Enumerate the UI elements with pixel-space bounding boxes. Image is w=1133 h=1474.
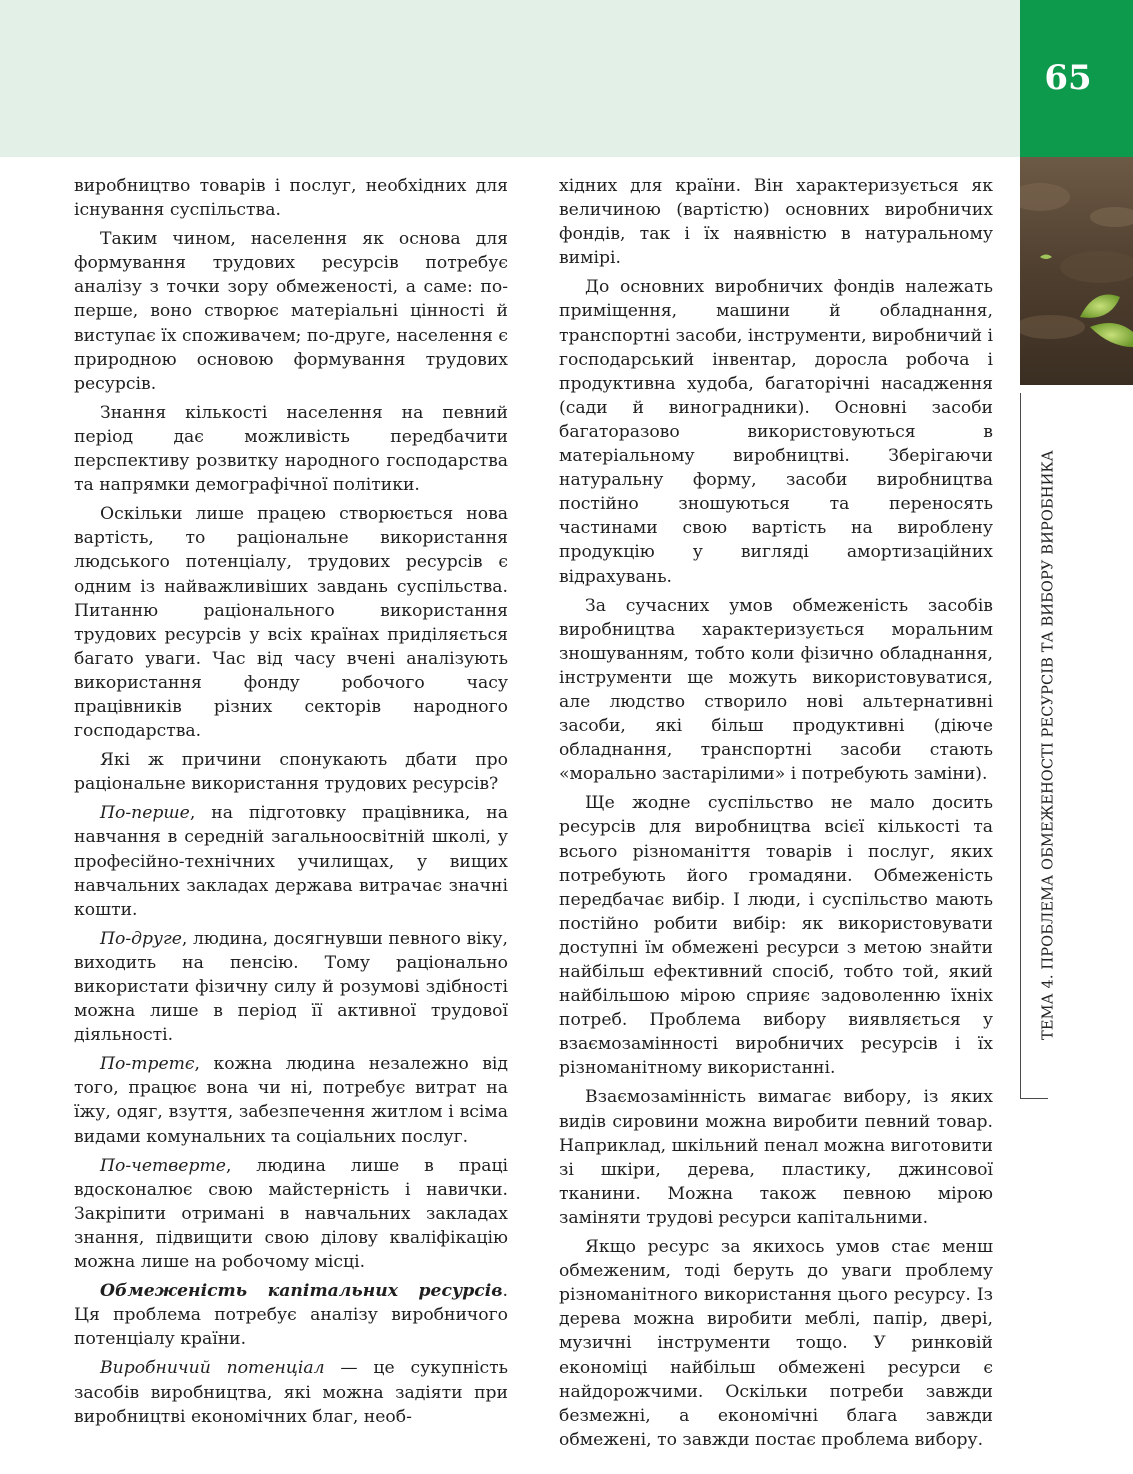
bold-term: Обмеженість капітальних ресурсів bbox=[100, 1281, 503, 1302]
paragraph: Ще жодне суспільство не мало досить ресурсів для виробництва всієї кількості та всього різноманіття товарів і послуг, яких потребують його громадяни. Обмеженість передбачає вибір. І люди, і суспільство мають постійно робити вибір: як використовувати доступні їм обмежені ресурси з метою знайти найбільш ефективний спосіб, тобто той, який найбільшою мірою сприяє задоволенню їхніх потреб. Проблема вибору виявляється у взаємозамінності виробничих ресурсів і їх різноманітному використанні. bbox=[559, 793, 993, 1079]
emphasis-term: По-четверте bbox=[100, 1155, 226, 1176]
paragraph: Взаємозамінність вимагає вибору, із яких видів сировини можна виробити певний товар. Наприклад, шкільний пенал можна виготовити зі шкіри, дерева, пластику, джинсової тканини. Можна також певною мірою заміняти трудові ресурси капітальними. bbox=[559, 1087, 993, 1228]
paragraph-text: , кожна людина незалежно від того, працює вона чи ні, потребує витрат на їжу, одяг, взуття, забезпечення житлом і всіма видами комунальних та соціальних послуг. bbox=[74, 1054, 508, 1147]
topic-divider-line bbox=[1020, 393, 1021, 1098]
paragraph: Знання кількості населення на певний період дає можливість передбачити перспективу розвитку народного господарства та напрямки демографічної політики. bbox=[74, 402, 508, 496]
topic-title: ТЕМА 4. ПРОБЛЕМА ОБМЕЖЕНОСТІ РЕСУРСІВ ТА ВИБОРУ ВИРОБНИКА bbox=[1039, 450, 1057, 1040]
paragraph bbox=[74, 927, 508, 1047]
paragraph: Які ж причини спонукають дбати про раціональне використання трудових ресурсів? bbox=[74, 750, 508, 795]
paragraph: виробництво товарів і послуг, необхідних для існування суспільства. bbox=[74, 176, 508, 221]
soil-sprouts-photo bbox=[1020, 157, 1133, 385]
paragraph bbox=[74, 1356, 508, 1428]
paragraph-text: , людина, досягнувши певного віку, виходить на пенсію. Тому раціонально використати фізичну силу й розумові здібності можна лише в період її активної трудової діяльності. bbox=[74, 928, 508, 1046]
paragraph-text: , на підготовку працівника, на навчання в середній загальноосвітній школі, у професійно-технічних училищах, у вищих навчальних закладах держава витрачає значні кошти. bbox=[74, 803, 508, 920]
paragraph-text: . Ця проблема потребує аналізу виробничого потенціалу країни. bbox=[74, 1281, 508, 1350]
emphasis-term: По-перше bbox=[100, 803, 190, 824]
paragraph bbox=[74, 801, 508, 921]
header-band bbox=[0, 0, 1020, 157]
paragraph: Оскільки лише працею створюється нова вартість, то раціональне використання людського потенціалу, трудових ресурсів є одним із найважливіших завдань суспільства. Питанню раціонального використання трудових ресурсів у всіх країнах приділяється багато уваги. Час від часу вчені аналізують використання фонду робочого часу працівників різних секторів народного господарства. bbox=[74, 504, 508, 742]
emphasis-term: Виробничий потенціал bbox=[100, 1358, 325, 1379]
paragraph bbox=[74, 1279, 508, 1351]
paragraph bbox=[74, 1052, 508, 1148]
paragraph bbox=[74, 1154, 508, 1274]
paragraph-text: — це сукупність засобів виробництва, які можна задіяти при виробництві економічних благ, необ- bbox=[74, 1358, 508, 1427]
paragraph: До основних виробничих фондів належать приміщення, машини й обладнання, транспортні засоби, інструменти, виробничий і господарський інвентар, доросла робоча і продуктивна худоба, багаторічні насадження (сади й виноградники). Основні засоби багаторазово використовуються в матеріальному виробництві. Зберігаючи натуральну форму, засоби виробництва постійно зношуються та переносять частинами свою вартість на вироблену продукцію у вигляді амортизаційних відрахувань. bbox=[559, 277, 993, 587]
topic-divider-tick bbox=[1020, 1098, 1048, 1099]
emphasis-term: По-друге bbox=[100, 928, 182, 949]
right-column bbox=[559, 174, 993, 1452]
topic-sidebar bbox=[1026, 393, 1070, 1098]
emphasis-term: По-третє bbox=[100, 1054, 195, 1075]
page-number: 65 bbox=[1044, 58, 1092, 98]
left-column bbox=[74, 174, 508, 1429]
paragraph: Таким чином, населення як основа для формування трудових ресурсів потребує аналізу з точки зору обмеженості, а саме: по-перше, воно створює матеріальні цінності й виступає їх споживачем; по-друге, населення є природною основою формування трудових ресурсів. bbox=[74, 229, 508, 394]
paragraph: хідних для країни. Він характеризується як величиною (вартістю) основних виробничих фондів, так і їх наявністю в натуральному вимірі. bbox=[559, 176, 993, 269]
paragraph-text: , людина лише в праці вдосконалює свою майстерність і навички. Закріпити отримані в навчальних закладах знання, підвищити свою ділову кваліфікацію можна лише на робочому місці. bbox=[74, 1155, 508, 1273]
paragraph: Якщо ресурс за якихось умов стає менш обмеженим, тоді беруть до уваги проблему різноманітного використання цього ресурсу. Із дерева можна виробити меблі, папір, двері, музичні інструменти тощо. У ринковій економіці найбільш обмежені ресурси є найдорожчими. Оскільки потреби завжди безмежні, а економічні блага завжди обмежені, то завжди постає проблема вибору. bbox=[559, 1237, 993, 1450]
paragraph: За сучасних умов обмеженість засобів виробництва характеризується моральним зношуванням, тобто коли фізично обладнання, інструменти ще можуть використовуватися, але людство створило нові альтернативні засоби, які більш продуктивні (діюче обладнання, транспортні засоби стають «морально застарілими» і потребують заміни). bbox=[559, 595, 993, 785]
